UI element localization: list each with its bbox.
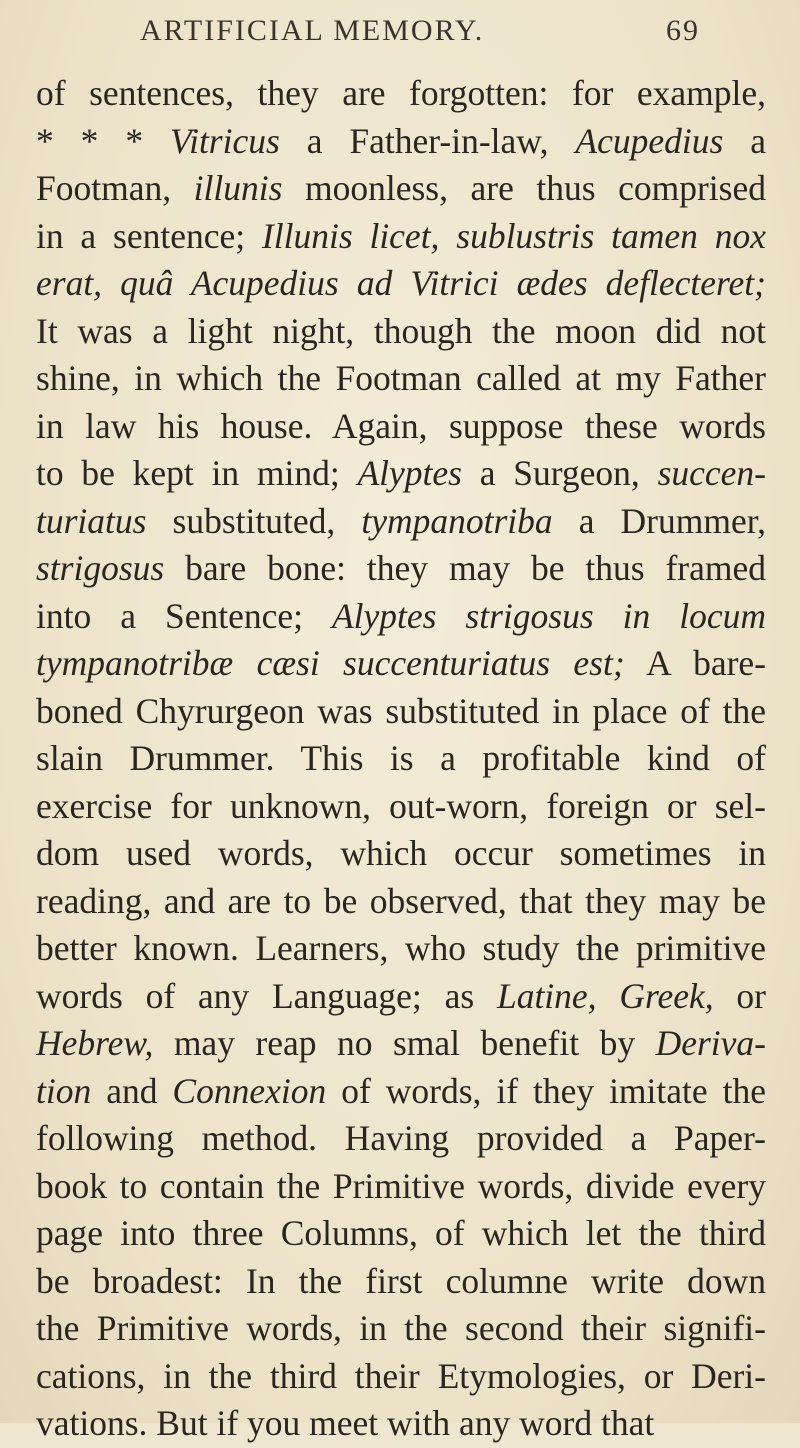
body-text (36, 70, 766, 1448)
text-run: moonless, are thus comprised (282, 168, 766, 208)
text-line (36, 308, 766, 356)
text-line (36, 70, 766, 118)
text-line (36, 830, 766, 878)
text-run: a (723, 120, 766, 161)
italic-run: erat, quâ Acupedius ad Vitrici ædes deflecteret; (36, 263, 766, 303)
page-header (140, 14, 700, 62)
text-run: in a sentence; (36, 215, 262, 256)
text-run: slain Drummer. This is a profitable kind of (36, 738, 766, 778)
text-line (36, 1020, 766, 1068)
text-run: substituted, (146, 500, 362, 541)
text-run: may reap no smal benefit by (153, 1023, 656, 1063)
text-run: It was a light night, though the moon did not (36, 310, 766, 351)
italic-run: Alyptes (357, 453, 462, 493)
text-line (36, 450, 766, 498)
italic-run: Hebrew, (36, 1023, 154, 1063)
text-line (36, 1400, 766, 1448)
italic-run: turiatus (36, 500, 147, 541)
italic-run: Illunis licet, sublustris tamen nox (261, 215, 766, 256)
italic-run: tympanotribæ cæsi succenturiatus est; (36, 643, 625, 683)
text-line (36, 925, 766, 973)
text-run: vations. But if you meet with any word that (36, 1403, 655, 1443)
italic-run: succen- (657, 453, 766, 493)
text-run: book to contain the Primitive words, divide every (36, 1165, 766, 1206)
text-run: following method. Having provided a Paper- (36, 1118, 766, 1158)
text-run: better known. Learners, who study the primitive (36, 928, 766, 968)
italic-run: Alyptes strigosus in locum (331, 595, 766, 636)
italic-run: tion (36, 1070, 92, 1111)
text-line (36, 260, 766, 308)
text-run: or (713, 975, 766, 1016)
italic-run: Acupedius (575, 120, 724, 161)
text-line (36, 640, 766, 688)
text-line (36, 593, 766, 641)
text-run: in law his house. Again, suppose these words (36, 405, 766, 446)
text-run: Footman, (36, 168, 194, 208)
text-line (36, 498, 766, 546)
text-run: shine, in which the Footman called at my Father (36, 358, 766, 398)
text-run: a Surgeon, (461, 453, 658, 493)
text-line (36, 688, 766, 736)
text-line (36, 355, 766, 403)
text-line (36, 1163, 766, 1211)
text-run: cations, in the third their Etymologies, or Deri- (36, 1355, 766, 1396)
text-line (36, 783, 766, 831)
text-run: bare bone: they may be thus framed (164, 548, 766, 588)
text-line (36, 1258, 766, 1306)
text-line (36, 118, 766, 166)
italic-run: Latine, Greek, (496, 975, 714, 1016)
text-line (36, 213, 766, 261)
text-line (36, 403, 766, 451)
text-run: boned Chyrurgeon was substituted in place of the (36, 690, 766, 731)
text-run: exercise for unknown, out-worn, foreign or sel- (36, 785, 766, 826)
italic-run: illunis (193, 168, 283, 208)
text-run: a Drummer, (552, 500, 766, 541)
text-run: A bare- (624, 643, 766, 683)
page-number: 69 (666, 14, 700, 47)
text-line (36, 973, 766, 1021)
text-run: reading, and are to be observed, that they may be (36, 880, 766, 921)
text-run: of sentences, they are forgotten: for example, (36, 73, 766, 113)
italic-run: strigosus (36, 548, 165, 588)
text-line (36, 165, 766, 213)
text-run: of words, if they imitate the (326, 1070, 766, 1111)
text-run: into a Sentence; (36, 595, 332, 636)
text-run: the Primitive words, in the second their signifi- (36, 1308, 766, 1348)
text-run: dom used words, which occur sometimes in (36, 833, 766, 873)
text-run: * * * (36, 120, 171, 161)
text-line (36, 1210, 766, 1258)
text-line (36, 735, 766, 783)
text-run: a Father-in-law, (279, 120, 576, 161)
text-run: to be kept in mind; (36, 453, 358, 493)
italic-run: Deriva- (655, 1023, 766, 1063)
text-line (36, 1115, 766, 1163)
text-run: be broadest: In the first columne write down (36, 1260, 766, 1301)
text-run: page into three Columns, of which let the third (36, 1213, 766, 1253)
italic-run: tympanotriba (361, 500, 553, 541)
italic-run: Vitricus (170, 120, 280, 161)
running-head: ARTIFICIAL MEMORY. (140, 14, 485, 47)
text-run: words of any Language; as (36, 975, 497, 1016)
text-line (36, 545, 766, 593)
text-line (36, 1305, 766, 1353)
text-line (36, 1353, 766, 1401)
text-run: and (91, 1070, 173, 1111)
text-line (36, 878, 766, 926)
text-line (36, 1068, 766, 1116)
italic-run: Connexion (172, 1070, 327, 1111)
